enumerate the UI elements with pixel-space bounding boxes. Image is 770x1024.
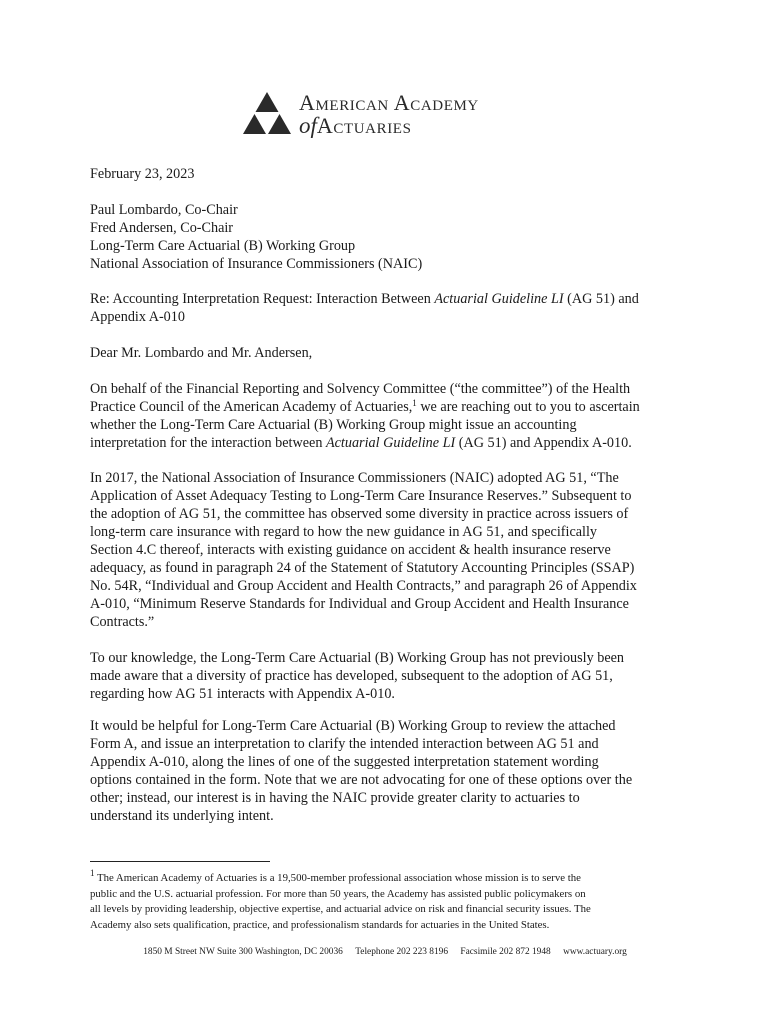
paragraph-line: A-010, “Minimum Reserve Standards for Individual and Group Accident and Health Insurance xyxy=(90,596,629,612)
subject-italic: Actuarial Guideline LI xyxy=(434,291,564,307)
footnote-reference[interactable]: 1 xyxy=(412,398,417,408)
recipient-block xyxy=(90,201,690,273)
paragraph-line: No. 54R, “Individual and Group Accident and Health Contracts,” and paragraph 26 of Appendix xyxy=(90,578,637,594)
paragraph-3 xyxy=(90,649,690,703)
paragraph-line: To our knowledge, the Long-Term Care Actuarial (B) Working Group has not previously been xyxy=(90,650,625,666)
paragraph-line: Contracts.” xyxy=(90,614,155,630)
letter-date: February 23, 2023 xyxy=(90,166,195,182)
paragraph-line: (AG 51) and Appendix A-010. xyxy=(455,435,632,451)
paragraph-line: On behalf of the Financial Reporting and Solvency Committee (“the committee”) of the Health xyxy=(90,381,631,397)
subject-line xyxy=(90,290,690,326)
footer-facsimile: Facsimile 202 872 1948 xyxy=(460,947,551,957)
paragraph-line: long-term care insurance with regard to how the new guidance in AG 51, and specifically xyxy=(90,524,598,540)
paragraph-line: regarding how AG 51 interacts with Appendix A-010. xyxy=(90,686,395,702)
footer-website[interactable]: www.actuary.org xyxy=(563,947,627,957)
footnote-line: Academy also sets qualification, practice, and professionalism standards for actuaries in the United States. xyxy=(90,918,550,931)
logo-text-line2 xyxy=(299,113,412,139)
guideline-title-italic: Actuarial Guideline LI xyxy=(325,435,456,451)
triangle-logo-icon xyxy=(242,90,292,140)
footnote-line: public and the U.S. actuarial profession. For more than 50 years, the Academy has assisted public policymakers on xyxy=(90,887,586,900)
footnote-mark: 1 xyxy=(90,868,95,878)
paragraph-line: Practice Council of the American Academy of Actuaries, xyxy=(90,399,413,415)
footer-telephone: Telephone 202 223 8196 xyxy=(355,947,449,957)
paragraph-line: other; instead, our interest is in having the NAIC provide greater clarity to actuaries to xyxy=(90,790,580,806)
subject-prefix: Re: Accounting Interpretation Request: Interaction Between xyxy=(90,291,435,307)
logo-text-of: of xyxy=(299,113,317,138)
footnote-divider xyxy=(90,861,270,862)
paragraph-line: understand its underlying intent. xyxy=(90,808,274,824)
paragraph-line: Section 4.C thereof, interacts with existing guidance on accident & health insurance reserve xyxy=(90,542,611,558)
recipient-line: Fred Andersen, Co-Chair xyxy=(90,220,234,236)
paragraph-line: adequacy, as found in paragraph 24 of the Statement of Statutory Accounting Principles (SSAP) xyxy=(90,560,635,576)
paragraph-line: options contained in the form. Note that we are not advocating for one of these options over the xyxy=(90,772,633,788)
paragraph-4 xyxy=(90,717,690,825)
paragraph-line: Appendix A-010, along the lines of one of the suggested interpretation statement wording xyxy=(90,754,599,770)
paragraph-line: It would be helpful for Long-Term Care Actuarial (B) Working Group to review the attached xyxy=(90,718,616,734)
footnote-line: all levels by providing leadership, objective expertise, and actuarial advice on risk and financial security issues. The xyxy=(90,903,591,915)
paragraph-2 xyxy=(90,469,690,631)
subject-suffix: (AG 51) and xyxy=(563,291,639,307)
recipient-line: National Association of Insurance Commissioners (NAIC) xyxy=(90,256,423,272)
letterhead-footer xyxy=(0,947,770,957)
paragraph-line: Form A, and issue an interpretation to clarify the intended interaction between AG 51 and xyxy=(90,736,599,752)
footer-address: 1850 M Street NW Suite 300 Washington, DC 20036 xyxy=(143,947,343,957)
paragraph-line: we are reaching out to you to ascertain xyxy=(416,399,640,415)
logo-text-actuaries: Actuaries xyxy=(316,113,412,138)
footnote xyxy=(90,868,690,933)
paragraph-line: Application of Asset Adequacy Testing to Long-Term Care Insurance Reserves.” Subsequent to xyxy=(90,488,632,504)
paragraph-line: interpretation for the interaction between xyxy=(90,435,326,451)
paragraph-line: the adoption of AG 51, the committee has observed some diversity in practice across issuers of xyxy=(90,506,629,522)
paragraph-line: made aware that a diversity of practice has developed, subsequent to the adoption of AG 51, xyxy=(90,668,613,684)
recipient-line: Paul Lombardo, Co-Chair xyxy=(90,202,238,218)
paragraph-line: In 2017, the National Association of Insurance Commissioners (NAIC) adopted AG 51, “The xyxy=(90,470,619,486)
salutation: Dear Mr. Lombardo and Mr. Andersen, xyxy=(90,345,313,361)
footnote-line: The American Academy of Actuaries is a 19,500-member professional association whose mission is to serve the xyxy=(94,872,581,884)
paragraph-1 xyxy=(90,380,690,452)
academy-logo xyxy=(242,88,542,146)
paragraph-line: whether the Long-Term Care Actuarial (B) Working Group might issue an accounting xyxy=(90,417,577,433)
subject-line2: Appendix A-010 xyxy=(90,309,185,325)
logo-text-line1: American Academy xyxy=(299,90,479,115)
recipient-line: Long-Term Care Actuarial (B) Working Group xyxy=(90,238,356,254)
